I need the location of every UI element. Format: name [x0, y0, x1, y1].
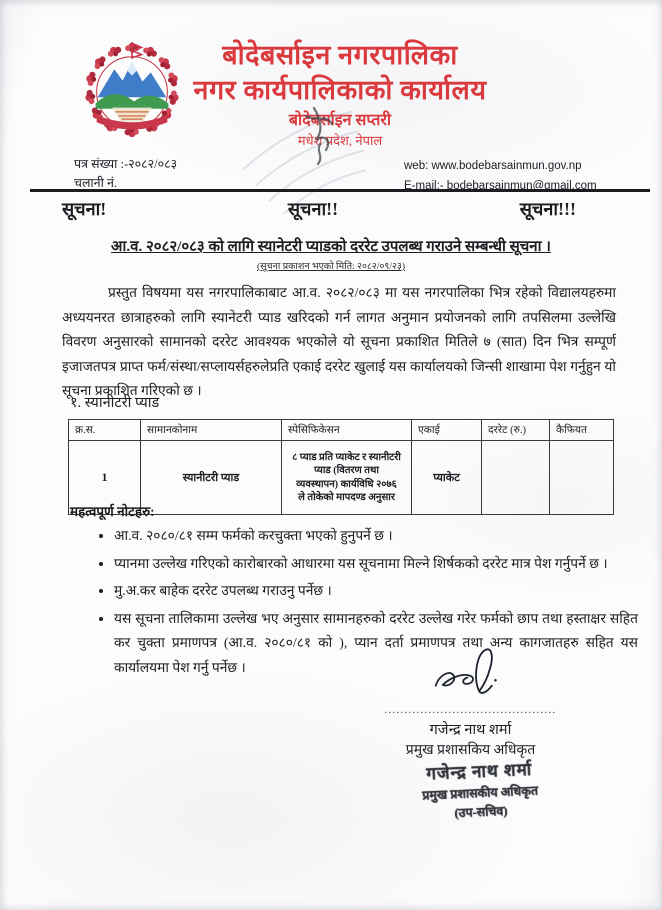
stamp-name: गजेन्द्र नाथ शर्मा [425, 759, 533, 784]
cell-item: स्यानीटरी प्याड [141, 441, 282, 515]
header-divider-line [30, 189, 650, 192]
rate-table [68, 419, 614, 515]
published-date-line: (सूचना प्रकाशन भएको मिति: २०८२/०९/२३) [256, 262, 406, 272]
notes-heading: महत्वपूर्ण नोटहरु: [70, 504, 155, 519]
org-name: बोदेबर्साइन नगरपालिका [222, 40, 458, 70]
signature-block [358, 644, 583, 761]
cell-spec: ८ प्याड प्रति प्याकेट र स्यानीटरी प्याड (वितरण तथा व्यवस्थापन) कार्यविधि २०७६ ले तोकेको मापदण्ड अनुसार [282, 441, 412, 515]
col-header-sn: क्र.स. [69, 420, 141, 441]
col-header-rate: दररेट (रु.) [482, 420, 550, 441]
col-header-spec: स्पेसिफिकेसन [282, 420, 412, 441]
col-header-unit: एकाई [412, 420, 482, 441]
website-text: web: www.bodebarsainmun.gov.np [404, 160, 582, 172]
dispatch-number: चलानी नं. [74, 176, 118, 190]
handwritten-signature [406, 644, 536, 702]
note-item: • यस सूचना तालिकामा उल्लेख भए अनुसार सामानहरुको दररेट उल्लेख गरेर फर्मको छाप तथा हस्ताक्षर सहित कर चुक्ता प्रमाणपत्र (आ.व. २०८०/८१ को ), प्यान दर्ता प्रमाणपत्र तथा अन्य कागजातहरु सहित यस कार्यालयमा पेश गर्नु पर्नेछ । [114, 607, 638, 681]
office-name: नगर कार्यपालिकाको कार्यालय [193, 75, 487, 105]
note-item: • आ.व. २०८०/८१ सम्म फर्मको करचुक्ता भएको हुनुपर्ने छ । [114, 524, 638, 549]
rubber-stamp [381, 756, 580, 826]
note-item: • मु.अ.कर बाहेक दररेट उपलब्ध गराउनु पर्नेछ । [114, 579, 638, 604]
cell-unit: प्याकेट [412, 441, 482, 515]
col-header-item: सामानकोनाम [141, 420, 282, 441]
letterhead [130, 38, 550, 150]
address-line2: मधेश प्रदेश, नेपाल [297, 133, 383, 148]
notice-word-2: सूचना!! [287, 199, 339, 219]
stamp-designation: प्रमुख प्रशासकीय अधिकृत [422, 783, 539, 803]
note-item: • प्यानमा उल्लेख गरिएको कारोबारको आधारमा यस सूचनामा मिल्ने शिर्षकको दररेट मात्र पेश गर्नुपर्ने छ । [114, 552, 638, 577]
notice-word-1: सूचना! [62, 199, 107, 219]
notice-title: आ.व. २०८२/०८३ को लागि स्यानेटरी प्याडको दररेट उपलब्ध गराउने सम्बन्धी सूचना । [111, 239, 551, 255]
stamp-post: (उप-सचिव) [454, 803, 508, 821]
cell-sn: 1 [69, 441, 141, 515]
email-text: E-mail:- bodebarsainmun@gmail.com [404, 180, 597, 192]
cell-remarks [550, 441, 614, 515]
notice-exclaim-row [62, 197, 576, 221]
body-paragraph: प्रस्तुत विषयमा यस नगरपालिकाबाट आ.व. २०८२/०८३ मा यस नगरपालिका भित्र रहेको विद्यालयहरुमा अध्ययनरत छात्राहरुको लागि स्यानेटरी प्याड खरिदको गर्न लागत अनुमान प्रयोजनको लागि तपसिलमा उल्लेखि विवरण अनुसारको सामानको दररेट आवश्यक भएकोले यो सूचना प्रकाशित मितिले ७ (सात) दिन भित्र सम्पूर्ण इजाजतपत्र प्राप्त फर्म/संस्था/सप्लायर्सहरुलेप्रति एकाई दररेट खुलाई यस कार्यालयको जिन्सी शाखामा पेश गर्नुहुन यो सूचना प्रकाशित गरिएको छ । [62, 285, 616, 399]
letter-number: पत्र संख्या :-२०८२/०८३ [74, 157, 178, 171]
reference-block [74, 155, 177, 193]
address-line1: बोदेबर्साइन सप्तरी [288, 112, 392, 129]
signature-dotted-line: ........................................... [384, 705, 557, 716]
section-heading: १. स्यानीटरी प्याड [70, 395, 160, 411]
col-header-remarks: कैफियत [550, 420, 614, 441]
table-header-row [69, 420, 614, 441]
notice-word-3: सूचना!!! [519, 199, 576, 219]
cell-rate [482, 441, 550, 515]
signatory-designation: प्रमुख प्रशासकिय अधिकृत [405, 743, 536, 758]
signatory-name: गजेन्द्र नाथ शर्मा [429, 722, 512, 738]
